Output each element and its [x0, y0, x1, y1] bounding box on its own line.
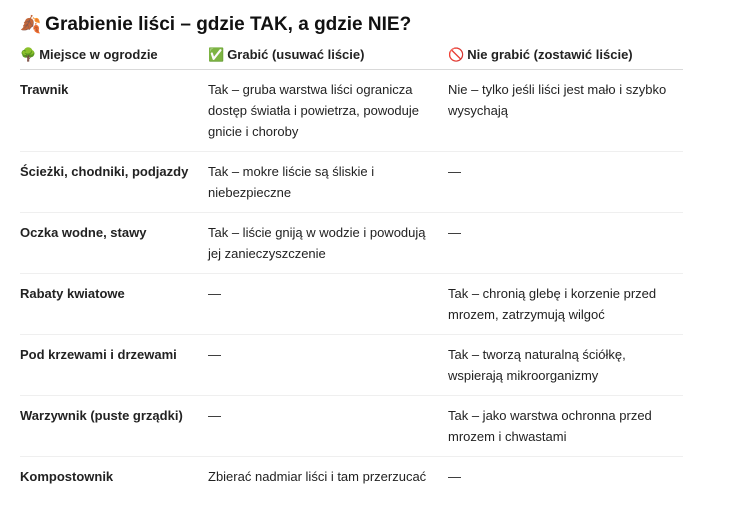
cell-rake: Tak – gruba warstwa liści ogranicza dostęp światła i powietrza, powoduje gnicie i choroby	[208, 70, 448, 152]
header-label: Miejsce w ogrodzie	[39, 47, 158, 62]
header-label: Nie grabić (zostawić liście)	[467, 47, 633, 62]
table-row	[20, 213, 683, 274]
cell-rake: Zbierać nadmiar liści i tam przerzucać	[208, 469, 427, 484]
cell-leave: Nie – tylko jeśli liści jest mało i szybko wysychają	[448, 70, 683, 152]
cell-place: Oczka wodne, stawy	[20, 213, 208, 274]
table-row	[20, 396, 683, 457]
fallen-leaves-icon: 🍂	[20, 15, 42, 34]
header-rake	[208, 41, 448, 70]
table-row	[20, 152, 683, 213]
cell-leave: Tak – tworzą naturalną ściółkę, wspierają mikroorganizmy	[448, 335, 683, 396]
cell-rake: —	[208, 396, 448, 457]
cell-place: Trawnik	[20, 70, 208, 152]
tree-icon: 🌳	[20, 47, 37, 62]
table-row	[20, 70, 683, 152]
cell-leave: —	[448, 152, 683, 213]
cell-rake: Tak – mokre liście są śliskie i niebezpieczne	[208, 152, 448, 213]
raking-table	[20, 41, 683, 496]
table-row	[20, 274, 683, 335]
cell-place: Rabaty kwiatowe	[20, 274, 208, 335]
cell-place: Ścieżki, chodniki, podjazdy	[20, 152, 208, 213]
cell-rake: —	[208, 335, 448, 396]
table-row	[20, 335, 683, 396]
table-header-row	[20, 41, 683, 70]
check-mark-icon: ✅	[208, 47, 225, 62]
page-title	[20, 12, 729, 38]
table-row	[20, 457, 683, 497]
header-place	[20, 41, 208, 70]
header-label: Grabić (usuwać liście)	[227, 47, 365, 62]
cell-leave: —	[448, 213, 683, 274]
page-title-text: Grabienie liści – gdzie TAK, a gdzie NIE?	[45, 14, 412, 35]
cell-place: Kompostownik	[20, 469, 114, 484]
cell-leave: Tak – chronią glebę i korzenie przed mrozem, zatrzymują wilgoć	[448, 274, 683, 335]
cell-leave: —	[448, 469, 461, 484]
cell-place: Warzywnik (puste grządki)	[20, 396, 208, 457]
cell-leave: Tak – jako warstwa ochronna przed mrozem i chwastami	[448, 396, 683, 457]
prohibited-icon: 🚫	[448, 47, 465, 62]
header-leave	[448, 41, 683, 70]
cell-place: Pod krzewami i drzewami	[20, 335, 208, 396]
cell-rake: —	[208, 274, 448, 335]
cell-rake: Tak – liście gniją w wodzie i powodują jej zanieczyszczenie	[208, 213, 448, 274]
